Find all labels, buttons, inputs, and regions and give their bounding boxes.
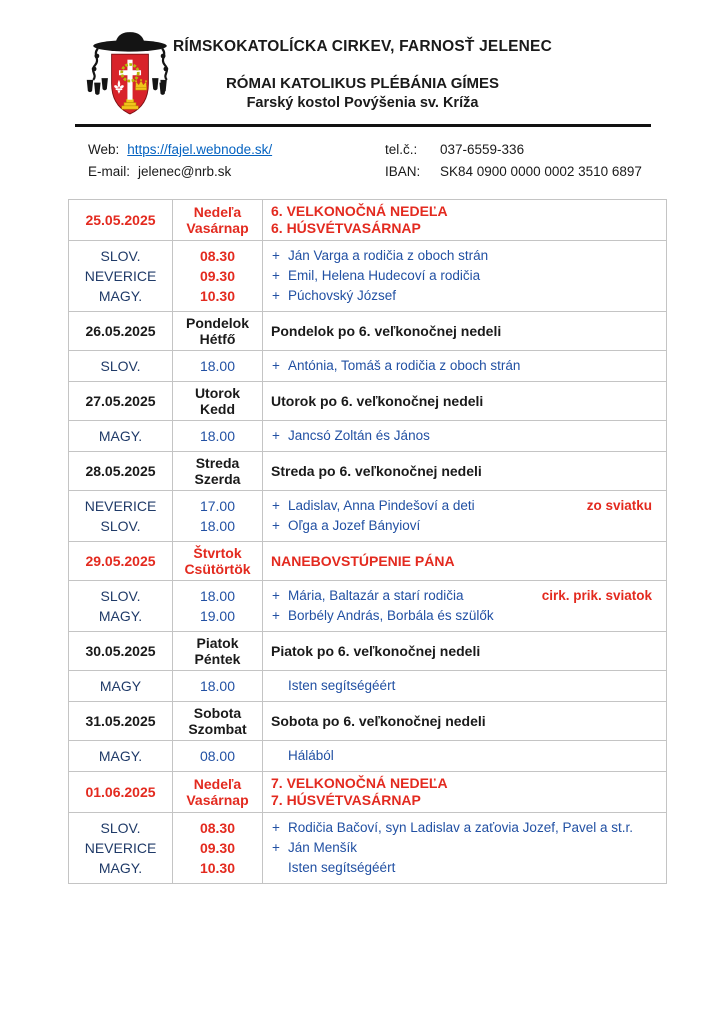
feast-cell (263, 772, 667, 813)
day-name-cell (173, 702, 263, 741)
deceased-plus-mark: + (272, 268, 280, 283)
intention-text: Ján Menšík (288, 840, 358, 855)
header-divider (75, 124, 651, 127)
day-name-line: Vasárnap (186, 220, 249, 236)
deceased-plus-mark: + (272, 498, 280, 513)
mass-place: MAGY (99, 678, 142, 694)
deceased-plus-mark: + (272, 518, 280, 533)
intention-text: Púchovský József (288, 288, 397, 303)
day-name-line: Utorok (194, 385, 241, 401)
day-name-cell (173, 632, 263, 671)
mass-time: 09.30 (199, 268, 236, 284)
mass-row (69, 741, 667, 772)
mass-time: 17.00 (199, 498, 236, 514)
mass-place: MAGY. (98, 428, 143, 444)
intention-text: Jancsó Zoltán és János (288, 428, 430, 443)
feast-line: Pondelok po 6. veľkonočnej nedeli (271, 322, 502, 339)
intention-cell (263, 671, 667, 702)
tel-value: 037-6559-336 (440, 142, 525, 157)
feast-cell (263, 200, 667, 241)
church-subtitle: Farský kostol Povýšenia sv. Kríža (246, 95, 479, 111)
time-cell (173, 671, 263, 702)
deceased-plus-mark (269, 746, 288, 766)
intention-text: Antónia, Tomáš a rodičia z oboch strán (288, 358, 521, 373)
mass-place: SLOV. (100, 248, 141, 264)
day-name-line: Szombat (188, 721, 247, 737)
mass-place: MAGY. (98, 608, 143, 624)
mass-intention (269, 818, 664, 838)
feast-line: 6. HÚSVÉTVASÁRNAP (271, 220, 421, 236)
intention-cell (263, 421, 667, 452)
mass-intention (269, 496, 664, 516)
deceased-plus-mark: + (272, 288, 280, 303)
day-header-row (69, 542, 667, 581)
feast-cell (263, 632, 667, 671)
mass-place: MAGY. (98, 860, 143, 876)
mass-intention (269, 676, 664, 696)
intention-text: Emil, Helena Hudecoví a rodičia (288, 268, 481, 283)
time-cell (173, 813, 263, 884)
intention-text: Isten segítségéért (288, 678, 396, 693)
mass-place: SLOV. (100, 588, 141, 604)
website-link[interactable]: https://fajel.webnode.sk/ (127, 142, 273, 157)
place-cell (69, 421, 173, 452)
intention-text: Ladislav, Anna Pindešoví a deti (288, 498, 475, 513)
date-cell: 29.05.2025 (69, 542, 173, 581)
deceased-plus-mark (269, 858, 288, 878)
mass-time: 08.00 (199, 748, 236, 764)
date-cell: 26.05.2025 (69, 312, 173, 351)
intention-text: Isten segítségéért (288, 860, 396, 875)
day-header-row (69, 382, 667, 421)
day-name-cell (173, 200, 263, 241)
feast-line: Streda po 6. veľkonočnej nedeli (271, 462, 482, 479)
feast-note: cirk. prik. sviatok (541, 588, 652, 603)
day-header-row (69, 632, 667, 671)
intention-cell (263, 241, 667, 312)
mass-place: SLOV. (100, 820, 141, 836)
feast-cell (263, 382, 667, 421)
deceased-plus-mark: + (272, 428, 280, 443)
mass-row (69, 671, 667, 702)
mass-place: MAGY. (98, 288, 143, 304)
date-cell: 25.05.2025 (69, 200, 173, 241)
parish-title-hungarian: RÓMAI KATOLIKUS PLÉBÁNIA GÍMES (225, 75, 500, 92)
web-label: Web: (88, 142, 120, 157)
day-name-line: Csütörtök (184, 561, 251, 577)
mass-row (69, 491, 667, 542)
deceased-plus-mark: + (272, 840, 280, 855)
feast-cell (263, 702, 667, 741)
intention-cell (263, 741, 667, 772)
intention-cell (263, 351, 667, 382)
day-name-cell (173, 452, 263, 491)
feast-line: NANEBOVSTÚPENIE PÁNA (271, 552, 455, 569)
place-cell (69, 671, 173, 702)
day-name-line: Pondelok (185, 315, 249, 331)
day-name-line: Streda (195, 455, 240, 471)
intention-text: Ján Varga a rodičia z oboch strán (288, 248, 489, 263)
feast-line: Piatok po 6. veľkonočnej nedeli (271, 642, 481, 659)
mass-row (69, 351, 667, 382)
day-name-line: Piatok (196, 635, 239, 651)
feast-cell (263, 542, 667, 581)
place-cell (69, 241, 173, 312)
mass-place: SLOV. (100, 358, 141, 374)
mass-row (69, 581, 667, 632)
place-cell (69, 491, 173, 542)
day-name-cell (173, 772, 263, 813)
day-header-row (69, 312, 667, 351)
mass-row (69, 421, 667, 452)
tel-label: tel.č.: (385, 142, 418, 157)
deceased-plus-mark: + (272, 358, 280, 373)
date-cell: 31.05.2025 (69, 702, 173, 741)
deceased-plus-mark: + (272, 820, 280, 835)
feast-line: 7. VELKONOČNÁ NEDEĽA (271, 775, 448, 791)
day-name-line: Sobota (193, 705, 242, 721)
mass-intention (269, 356, 664, 376)
deceased-plus-mark: + (272, 248, 280, 263)
mass-time: 08.30 (199, 820, 236, 836)
mass-intention (269, 426, 664, 446)
intention-text: Rodičia Bačoví, syn Ladislav a zaťovia Jozef, Pavel a st.r. (288, 820, 633, 835)
time-cell (173, 351, 263, 382)
time-cell (173, 491, 263, 542)
intention-text: Borbély András, Borbála és szülők (288, 608, 494, 623)
mass-time: 10.30 (199, 288, 236, 304)
mass-place: NEVERICE (84, 268, 157, 284)
day-name-line: Kedd (200, 401, 235, 417)
mass-place: SLOV. (100, 518, 141, 534)
email-value: jelenec@nrb.sk (138, 164, 232, 179)
mass-time: 18.00 (199, 428, 236, 444)
mass-row (69, 241, 667, 312)
place-cell (69, 581, 173, 632)
day-header-row (69, 200, 667, 241)
mass-row (69, 813, 667, 884)
feast-cell (263, 312, 667, 351)
mass-place: NEVERICE (84, 840, 157, 856)
mass-intention (269, 286, 664, 306)
mass-place: NEVERICE (84, 498, 157, 514)
deceased-plus-mark (269, 676, 288, 696)
day-header-row (69, 702, 667, 741)
day-name-line: Péntek (194, 651, 241, 667)
day-name-line: Vasárnap (186, 792, 249, 808)
iban-value: SK84 0900 0000 0002 3510 6897 (440, 164, 642, 179)
place-cell (69, 741, 173, 772)
mass-intention (269, 606, 664, 626)
mass-time: 10.30 (199, 860, 236, 876)
intention-cell (263, 581, 667, 632)
mass-time: 18.00 (199, 358, 236, 374)
day-name-cell (173, 382, 263, 421)
mass-intention (269, 838, 664, 858)
mass-schedule-table (68, 199, 667, 884)
feast-line: Sobota po 6. veľkonočnej nedeli (271, 712, 486, 729)
day-name-line: Nedeľa (193, 776, 242, 792)
intention-cell (263, 813, 667, 884)
mass-intention (269, 246, 664, 266)
parish-title-slovak: RÍMSKOKATOLÍCKA CIRKEV, FARNOSŤ JELENEC (173, 38, 552, 55)
intention-cell (263, 491, 667, 542)
feast-line: 6. VELKONOČNÁ NEDEĽA (271, 203, 448, 219)
mass-intention (269, 516, 664, 536)
mass-time: 09.30 (199, 840, 236, 856)
day-name-line: Hétfő (199, 331, 236, 347)
contact-block (88, 139, 648, 183)
deceased-plus-mark: + (272, 608, 280, 623)
day-name-cell (173, 542, 263, 581)
time-cell (173, 581, 263, 632)
mass-time: 18.00 (199, 678, 236, 694)
mass-time: 18.00 (199, 518, 236, 534)
day-header-row (69, 772, 667, 813)
deceased-plus-mark: + (272, 588, 280, 603)
date-cell: 01.06.2025 (69, 772, 173, 813)
time-cell (173, 421, 263, 452)
place-cell (69, 813, 173, 884)
mass-intention (269, 266, 664, 286)
day-name-cell (173, 312, 263, 351)
mass-place: MAGY. (98, 748, 143, 764)
date-cell: 30.05.2025 (69, 632, 173, 671)
feast-cell (263, 452, 667, 491)
mass-intention (269, 858, 664, 878)
time-cell (173, 741, 263, 772)
time-cell (173, 241, 263, 312)
mass-intention (269, 586, 664, 606)
place-cell (69, 351, 173, 382)
feast-line: Utorok po 6. veľkonočnej nedeli (271, 392, 484, 409)
intention-text: Oľga a Jozef Bányioví (288, 518, 421, 533)
date-cell: 27.05.2025 (69, 382, 173, 421)
feast-note: zo sviatku (586, 498, 652, 513)
day-name-line: Szerda (194, 471, 241, 487)
day-header-row (69, 452, 667, 491)
mass-time: 19.00 (199, 608, 236, 624)
day-name-line: Nedeľa (193, 204, 242, 220)
email-label: E-mail: (88, 164, 131, 179)
mass-time: 08.30 (199, 248, 236, 264)
mass-time: 18.00 (199, 588, 236, 604)
date-cell: 28.05.2025 (69, 452, 173, 491)
intention-text: Mária, Baltazár a starí rodičia (288, 588, 464, 603)
day-name-line: Štvrtok (193, 545, 242, 561)
mass-intention (269, 746, 664, 766)
feast-line: 7. HÚSVÉTVASÁRNAP (271, 792, 421, 808)
iban-label: IBAN: (385, 164, 421, 179)
intention-text: Hálából (288, 748, 334, 763)
header-titles (0, 38, 725, 111)
